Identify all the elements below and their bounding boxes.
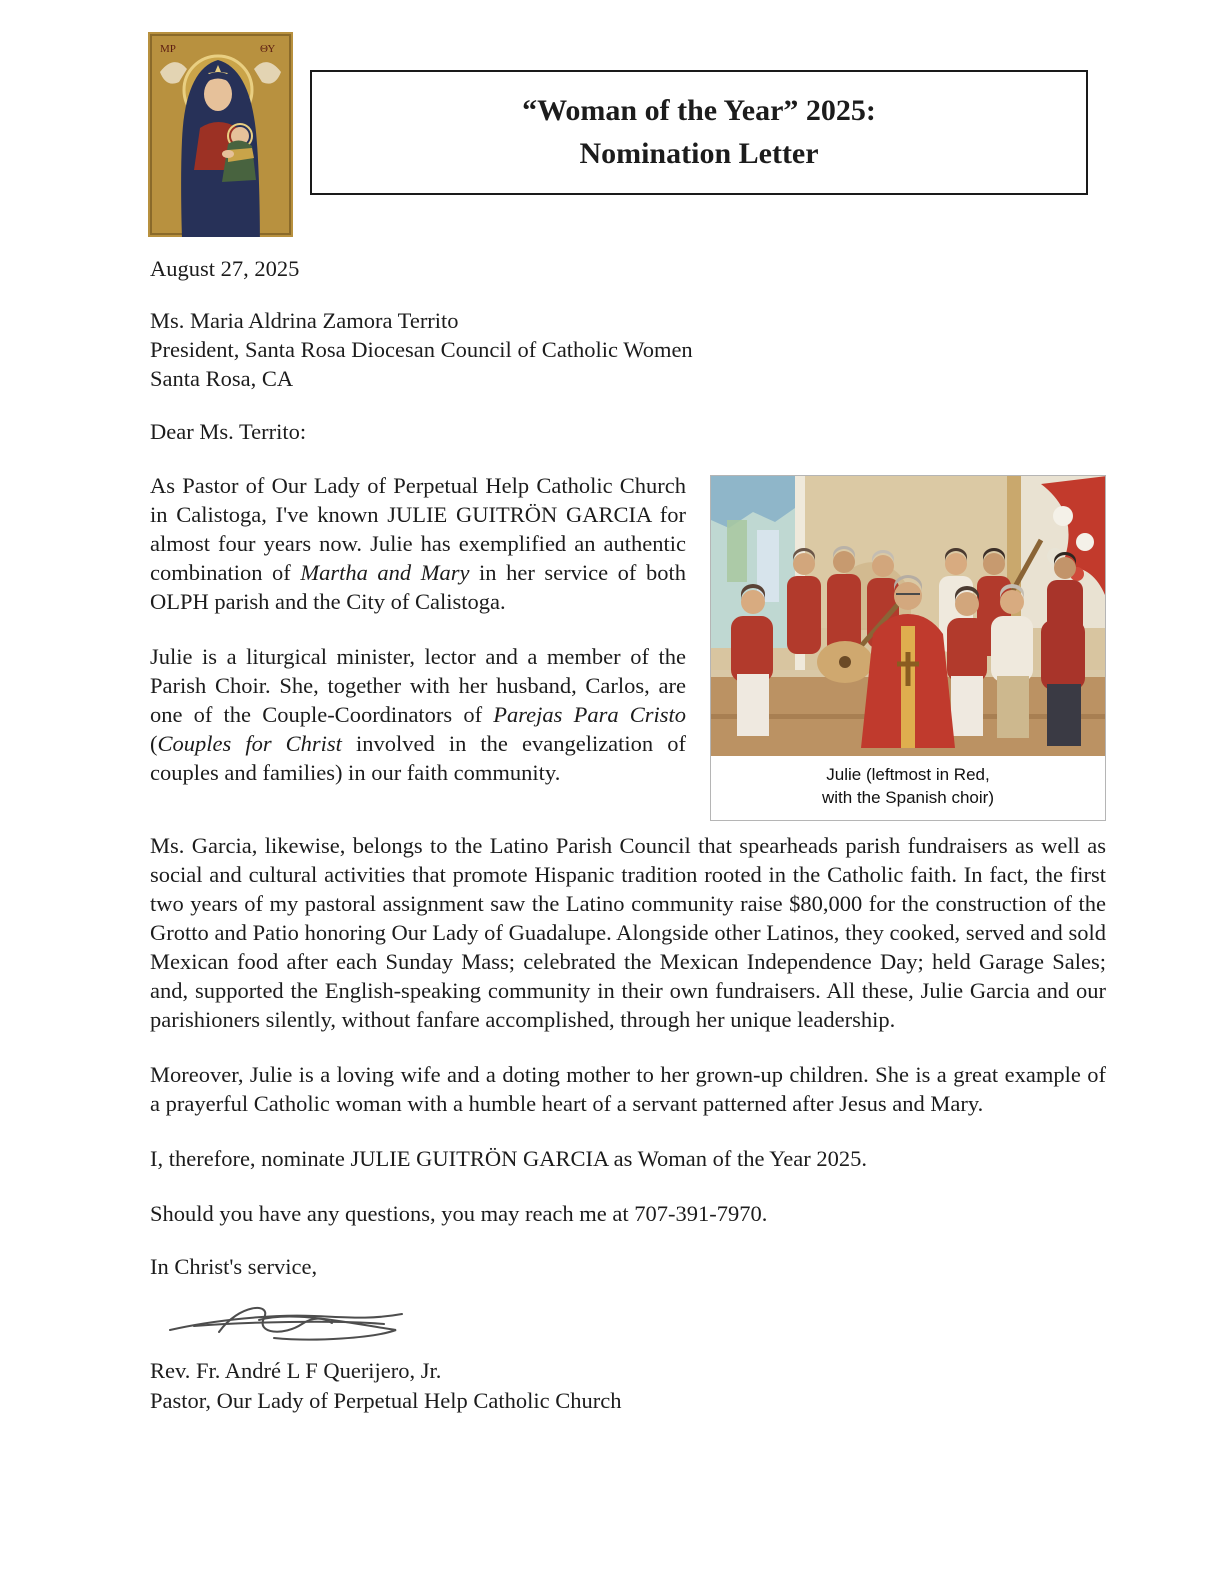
- valediction: In Christ's service,: [150, 1253, 318, 1279]
- photo-caption: [711, 756, 1105, 820]
- paragraph-latino-council: Ms. Garcia, likewise, belongs to the Latino Parish Council that spearheads parish fundraisers as well as social and cultural activities that promote Hispanic tradition rooted in the Catholic faith. In fact, the first two years of my pastoral assignment saw the Latino community raise $80,000 for the construction of the Grotto and Patio honoring Our Lady of Guadalupe. Alongside other Latinos, they cooked, served and sold Mexican food after each Sunday Mass; celebrated the Mexican Independence Day; held Garage Sales; and, supported the English-speaking community in their own fundraisers. All these, Julie Garcia and our parishioners silently, without fanfare accomplished, through her unique leadership.: [150, 832, 1106, 1032]
- photo-caption-line1: Julie (leftmost in Red,: [826, 765, 990, 784]
- nomination-statement: I, therefore, nominate JULIE GUITRÖN GARCIA as Woman of the Year 2025.: [150, 1145, 868, 1171]
- signer-block: [150, 1356, 1106, 1416]
- our-lady-icon-art: [148, 32, 293, 237]
- letter-title-line2: Nomination Letter: [579, 137, 819, 170]
- paragraph-liturgical-minister: Julie is a liturgical minister, lector and a member of the Parish Choir. She, together with her husband, Carlos, are one of the Couple-Coordinators of Parejas Para Cristo (Couples for Christ involved in the evangelization of couples and families) in our faith community.: [150, 644, 687, 785]
- spanish-choir-group-photo: [711, 476, 1105, 756]
- svg-text:ΜΡ: ΜΡ: [160, 43, 176, 55]
- recipient-location: Santa Rosa, CA: [150, 366, 294, 391]
- salutation: Dear Ms. Territo:: [150, 419, 307, 444]
- photo-caption-line2: with the Spanish choir): [822, 787, 994, 807]
- recipient-title: President, Santa Rosa Diocesan Council of Catholic Women: [150, 337, 693, 362]
- signature-scribble: [164, 1290, 414, 1352]
- handwritten-signature: [164, 1290, 1106, 1350]
- choir-photo-figure: [710, 475, 1106, 821]
- header: [150, 30, 1106, 244]
- svg-text:ΘΥ: ΘΥ: [260, 43, 276, 55]
- letter-date: August 27, 2025: [150, 256, 300, 281]
- paragraph-pastor-intro: As Pastor of Our Lady of Perpetual Help Catholic Church in Calistoga, I've known JULIE GUITRÖN GARCIA for almost four years now. Julie has exemplified an authentic combination of Martha and Mary in her service of both OLPH parish and the City of Calistoga.: [150, 473, 686, 614]
- title-box: [310, 70, 1088, 195]
- contact-statement: Should you have any questions, you may reach me at 707-391-7970.: [150, 1200, 768, 1226]
- recipient-block: [150, 306, 1106, 393]
- our-lady-of-perpetual-help-icon: [148, 32, 293, 237]
- letter-body: [150, 471, 1106, 1416]
- recipient-name: Ms. Maria Aldrina Zamora Territo: [150, 308, 459, 333]
- signer-name: Rev. Fr. André L F Querijero, Jr.: [150, 1357, 442, 1383]
- signer-title: Pastor, Our Lady of Perpetual Help Catholic Church: [150, 1387, 622, 1413]
- letter-title-line1: “Woman of the Year” 2025:: [522, 93, 876, 127]
- paragraph-family: Moreover, Julie is a loving wife and a doting mother to her grown-up children. She is a great example of a prayerful Catholic woman with a humble heart of a servant patterned after Jesus and Mary.: [150, 1061, 1106, 1116]
